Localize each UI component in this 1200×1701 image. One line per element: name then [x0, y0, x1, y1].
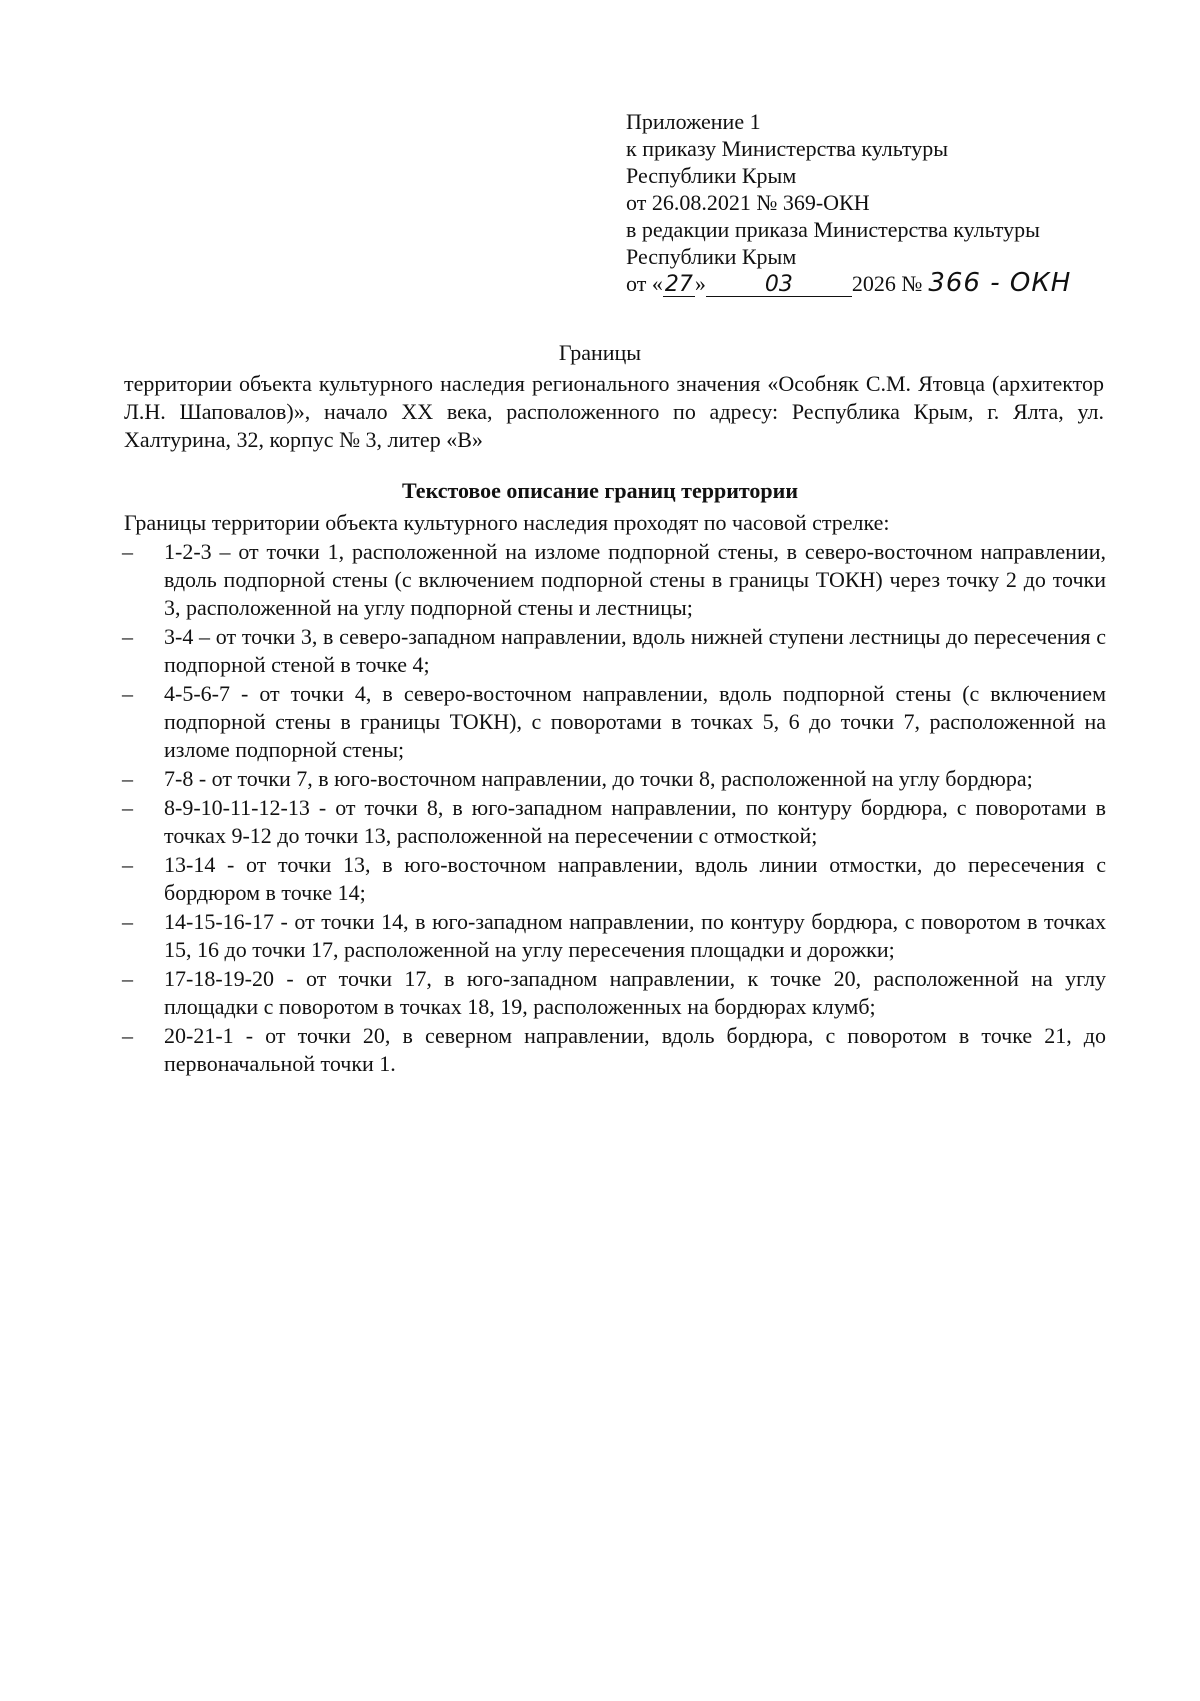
- list-item: [122, 1022, 1106, 1078]
- list-item-text: 20-21-1 - от точки 20, в северном направлении, вдоль бордюра, с поворотом в точке 21, до первоначальной точки 1.: [164, 1023, 1106, 1076]
- list-item: [122, 538, 1106, 622]
- list-dash: –: [122, 966, 133, 991]
- boundary-list: [122, 538, 1106, 1079]
- list-item: [122, 908, 1106, 964]
- list-item: [122, 680, 1106, 764]
- list-item-text: 3-4 – от точки 3, в северо-западном направлении, вдоль нижней ступени лестницы до пересечения с подпорной стеной в точке 4;: [164, 624, 1106, 677]
- attachment-order-ref: к приказу Министерства культуры: [626, 136, 949, 161]
- list-item-text: 8-9-10-11-12-13 - от точки 8, в юго-западном направлении, по контуру бордюра, с поворотами в точках 9-12 до точки 13, расположенной на пересечении с отмосткой;: [164, 795, 1106, 848]
- handwritten-month: 03: [706, 274, 852, 297]
- attachment-number: Приложение 1: [626, 109, 761, 134]
- handwritten-day: 27: [664, 272, 693, 297]
- list-item-text: 7-8 - от точки 7, в юго-восточном направлении, до точки 8, расположенной на углу бордюра;: [164, 766, 1033, 791]
- date-year-number: 2026 №: [851, 271, 923, 296]
- list-dash: –: [122, 539, 133, 564]
- document-subject: территории объекта культурного наследия регионального значения «Особняк С.М. Ятовца (архитектор Л.Н. Шаповалов)», начало XX века, расположенного по адресу: Республика Крым, г. Ялта, ул. Халтурина, 32, корпус № 3, литер «В»: [124, 371, 1104, 452]
- list-item: [122, 623, 1106, 679]
- intro-paragraph: Границы территории объекта культурного наследия проходят по часовой стрелке:: [124, 510, 890, 535]
- list-item: [122, 851, 1106, 907]
- attachment-block: [626, 108, 1126, 297]
- list-item-text: 13-14 - от точки 13, в юго-восточном направлении, вдоль линии отмостки, до пересечения с бордюром в точке 14;: [164, 852, 1106, 905]
- list-item: [122, 794, 1106, 850]
- list-item-text: 4-5-6-7 - от точки 4, в северо-восточном направлении, вдоль подпорной стены (с включением подпорной стены в границы ТОКН), с поворотами в точках 5, 6 до точки 7, расположенной на изломе подпорной стены;: [164, 681, 1106, 762]
- date-prefix: от «: [626, 271, 663, 296]
- handwritten-order-number: 366 - ОКН: [928, 268, 1072, 298]
- list-dash: –: [122, 852, 133, 877]
- list-item-text: 14-15-16-17 - от точки 14, в юго-западном направлении, по контуру бордюра, с поворотом в точках 15, 16 до точки 17, расположенной на углу пересечения площадки и дорожки;: [164, 909, 1106, 962]
- list-dash: –: [122, 624, 133, 649]
- list-item-text: 1-2-3 – от точки 1, расположенной на изломе подпорной стены, в северо-восточном направлении, вдоль подпорной стены (с включением подпорной стены в границы ТОКН) через точку 2 до точки 3, расположенной на углу подпорной стены и лестницы;: [164, 539, 1106, 620]
- list-dash: –: [122, 795, 133, 820]
- list-item: [122, 765, 1106, 793]
- attachment-republic-2: Республики Крым: [626, 244, 797, 269]
- list-dash: –: [122, 766, 133, 791]
- list-dash: –: [122, 909, 133, 934]
- document-heading: Границы: [558, 340, 642, 365]
- section-title: Текстовое описание границ территории: [401, 478, 799, 503]
- revision-date-line: [626, 270, 1126, 297]
- date-quote-close: »: [694, 271, 706, 296]
- attachment-revision-ref: в редакции приказа Министерства культуры: [626, 217, 1040, 242]
- list-item: [122, 965, 1106, 1021]
- list-item-text: 17-18-19-20 - от точки 17, в юго-западном направлении, к точке 20, расположенной на углу площадки с поворотом в точках 18, 19, расположенных на бордюрах клумб;: [164, 966, 1106, 1019]
- list-dash: –: [122, 681, 133, 706]
- list-dash: –: [122, 1023, 133, 1048]
- attachment-original-date: от 26.08.2021 № 369-ОКН: [626, 190, 870, 215]
- attachment-republic: Республики Крым: [626, 163, 797, 188]
